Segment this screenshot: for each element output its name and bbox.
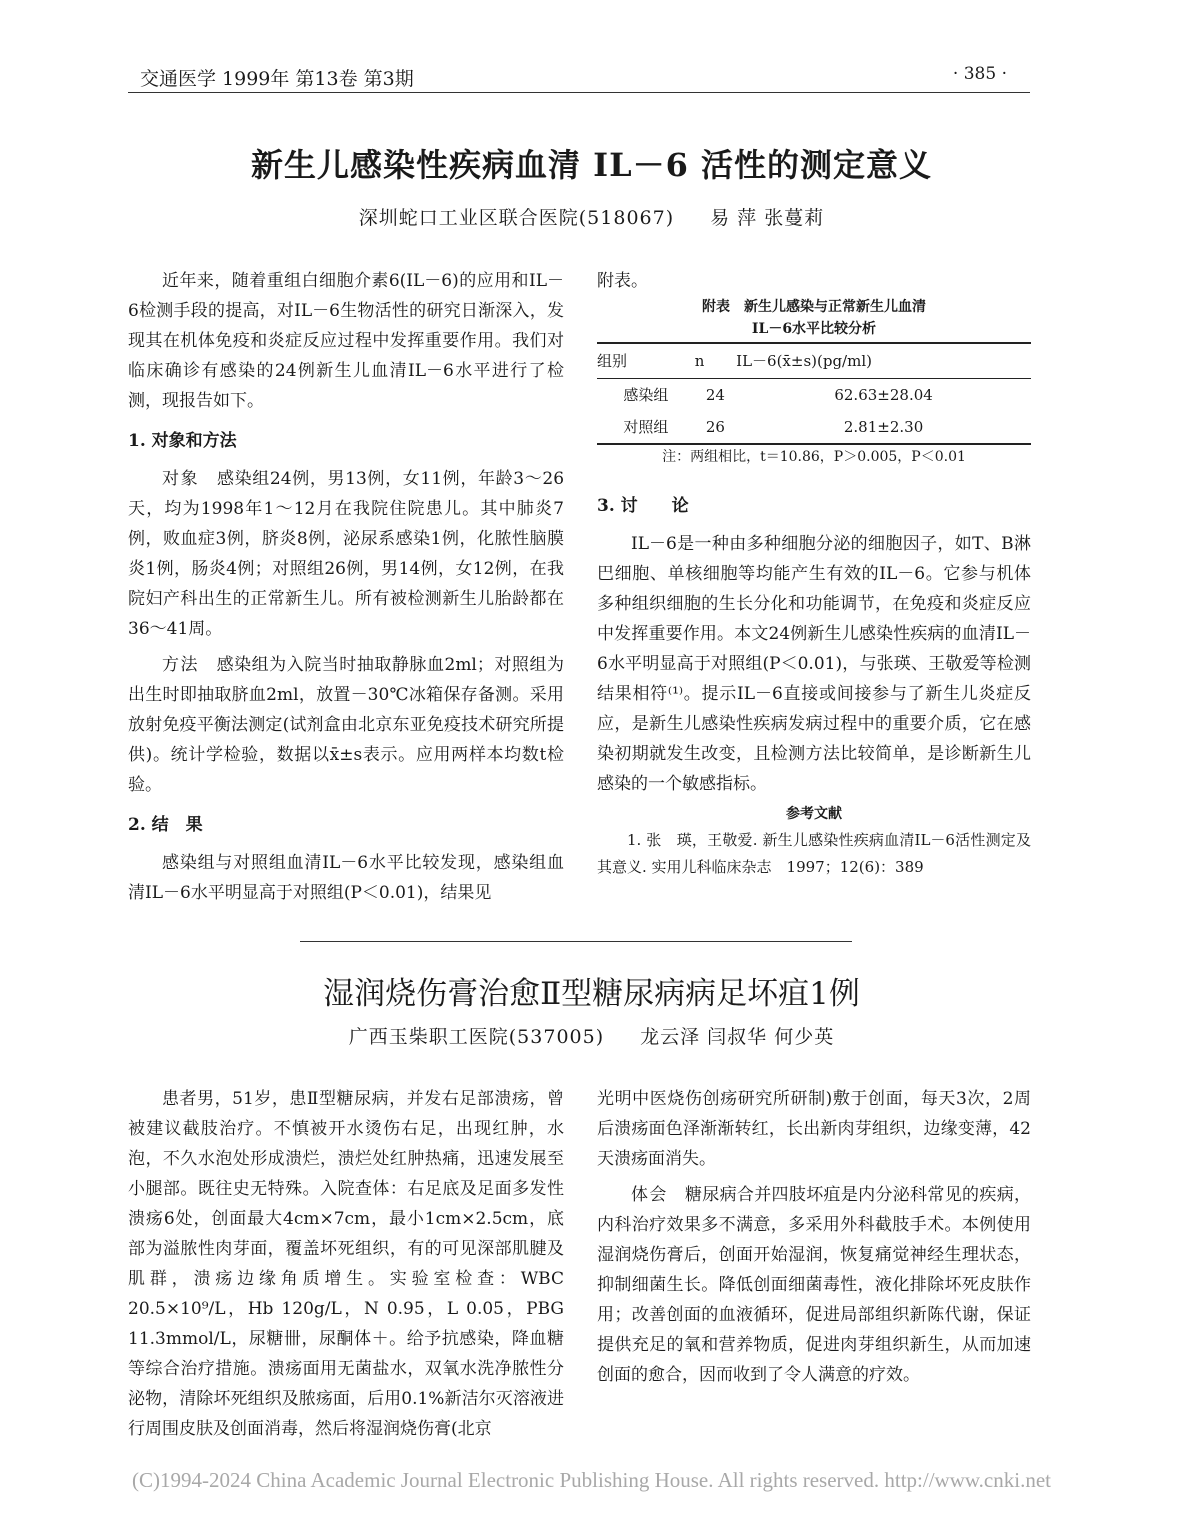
section3-text: IL－6是一种由多种细胞分泌的细胞因子，如T、B淋巴细胞、单核细胞等均能产生有效的IL－6。它参与机体多种组织细胞的生长分化和功能调节，在免疫和炎症反应中发挥重要作用。本文24例新生儿感染性疾病的血清IL－6水平明显高于对照组(P＜0.01)，与张瑛、王敬爱等检测结果相符⁽¹⁾。提示IL－6直接或间接参与了新生儿炎症反应，是新生儿感染性疾病发病过程中的重要介质，它在感染初期就发生改变，且检测方法比较简单，是诊断新生儿感染的一个敏感指标。 [597,534,1031,794]
table-cell: 感染组 [623,386,669,404]
section1-methods [128,650,564,800]
article1-authors: 易 萍 张蔓莉 [710,207,825,229]
objects-text: 感染组24例，男13例，女11例，年龄3～26天，均为1998年1～12月在我院住院患儿。其中肺炎7例，败血症3例，脐炎8例，泌尿系感染1例，化脓性脑膜炎1例，肠炎4例；对照组26例，男14例，女12例，在我院妇产科出生的正常新生儿。所有被检测新生儿胎龄都在36～41周。 [128,469,565,639]
article2-byline [0,1022,1183,1049]
section2-heading: 2. 结 果 [128,815,203,835]
objects-label: 对象 [162,469,200,489]
experience-label: 体会 [631,1185,668,1205]
journal-header: 交通医学 1999年 第13卷 第3期 [140,68,414,90]
header-rule [128,92,1030,93]
article1-right-column [597,266,1031,881]
table-header-row [597,343,1031,379]
section2-continued: 附表。 [597,271,648,291]
methods-label: 方法 [162,655,200,675]
article1-byline [0,203,1183,230]
article2-title: 湿润烧伤膏治愈Ⅱ型糖尿病病足坏疽1例 [323,976,860,1012]
section3-heading: 3. 讨 论 [597,496,689,516]
article1-affiliation: 深圳蛇口工业区联合医院(518067) [358,207,675,229]
references-heading: 参考文献 [786,806,842,822]
article1-title: 新生儿感染性疾病血清 IL－6 活性的测定意义 [250,146,933,184]
table-header: 组别 [597,343,695,379]
section2-text: 感染组与对照组血清IL－6水平比较发现，感染组血清IL－6水平明显高于对照组(P＜0.01)，结果见 [128,853,564,903]
article2-authors: 龙云泽 闫叔华 何少英 [640,1026,835,1048]
table-header: IL－6(x̄±s)(pg/ml) [736,343,1031,379]
article1-intro: 近年来，随着重组白细胞介素6(IL－6)的应用和IL－6检测手段的提高，对IL－6生物活性的研究日渐深入，发现其在机体免疫和炎症反应过程中发挥重要作用。我们对临床确诊有感染的24例新生儿血清IL－6水平进行了检测，现报告如下。 [128,271,564,411]
table-cell: 2.81±2.30 [736,411,1031,444]
table-row [597,411,1031,444]
article1-left-column [128,266,564,908]
section1-objects [128,464,564,644]
table-cell: 62.63±28.04 [834,386,933,404]
article-divider [300,941,852,942]
article2-affiliation: 广西玉柴职工医院(537005) [348,1026,605,1048]
table-note: 注：两组相比，t＝10.86，P＞0.005，P＜0.01 [662,449,966,465]
experience-paragraph [597,1180,1031,1390]
table-cell: 对照组 [597,411,695,444]
section1-heading: 1. 对象和方法 [128,431,237,451]
table-caption [597,296,1031,340]
article2-right-column [597,1084,1031,1390]
results-table [597,342,1031,445]
table-cell: 26 [695,411,736,444]
case-report-continued: 光明中医烧伤创疡研究所研制)敷于创面，每天3次，2周后溃疡面色泽渐渐转红，长出新肉芽组织，边缘变薄，42天溃疡面消失。 [597,1089,1031,1169]
table-row [597,379,1031,412]
table-caption-line1: 附表 新生儿感染与正常新生儿血清 [702,299,926,315]
article2-left-column [128,1084,564,1444]
reference-1: 1. 张 瑛，王敬爱. 新生儿感染性疾病血清IL－6活性测定及其意义. 实用儿科临床杂志 1997；12(6)：389 [597,831,1031,876]
table-caption-line2: IL－6水平比较分析 [751,321,877,337]
table-cell: 24 [705,386,725,404]
copyright-footer: (C)1994-2024 China Academic Journal Electronic Publishing House. All rights reserved. http://www.cnki.net [132,1468,1051,1492]
page-number: · 385 · [952,64,1007,84]
table-header: n [695,343,736,379]
methods-text: 感染组为入院当时抽取静脉血2ml；对照组为出生时即抽取脐血2ml，放置－30℃冰箱保存备测。采用放射免疫平衡法测定(试剂盒由北京东亚免疫技术研究所提供)。统计学检验，数据以x̄±s表示。应用两样本均数t检验。 [128,655,564,795]
experience-text: 糖尿病合并四肢坏疽是内分泌科常见的疾病，内科治疗效果多不满意，多采用外科截肢手术。本例使用湿润烧伤膏后，创面开始湿润，恢复痛觉神经生理状态，抑制细菌生长。降低创面细菌毒性，液化排除坏死皮肤作用；改善创面的血液循环，促进局部组织新陈代谢，保证提供充足的氧和营养物质，促进肉芽组织新生，从而加速创面的愈合，因而收到了令人满意的疗效。 [597,1185,1032,1385]
case-report-text: 患者男，51岁，患Ⅱ型糖尿病，并发右足部溃疡，曾被建议截肢治疗。不慎被开水烫伤右足，出现红肿，水泡，不久水泡处形成溃烂，溃烂处红肿热痛，迅速发展至小腿部。既往史无特殊。入院查体：右足底及足面多发性溃疡6处，创面最大4cm×7cm，最小1cm×2.5cm，底部为溢脓性肉芽面，覆盖坏死组织，有的可见深部肌腱及肌群，溃疡边缘角质增生。实验室检查：WBC 20.5×10⁹/L，Hb 120g/L，N 0.95，L 0.05，PBG 11.3mmol/L，尿糖卌，尿酮体＋。给予抗感染，降血糖等综合治疗措施。溃疡面用无菌盐水，双氧水洗净脓性分泌物，清除坏死组织及脓疡面，后用0.1%新洁尔灭溶液进行周围皮肤及创面消毒，然后将湿润烧伤膏(北京 [128,1089,564,1439]
